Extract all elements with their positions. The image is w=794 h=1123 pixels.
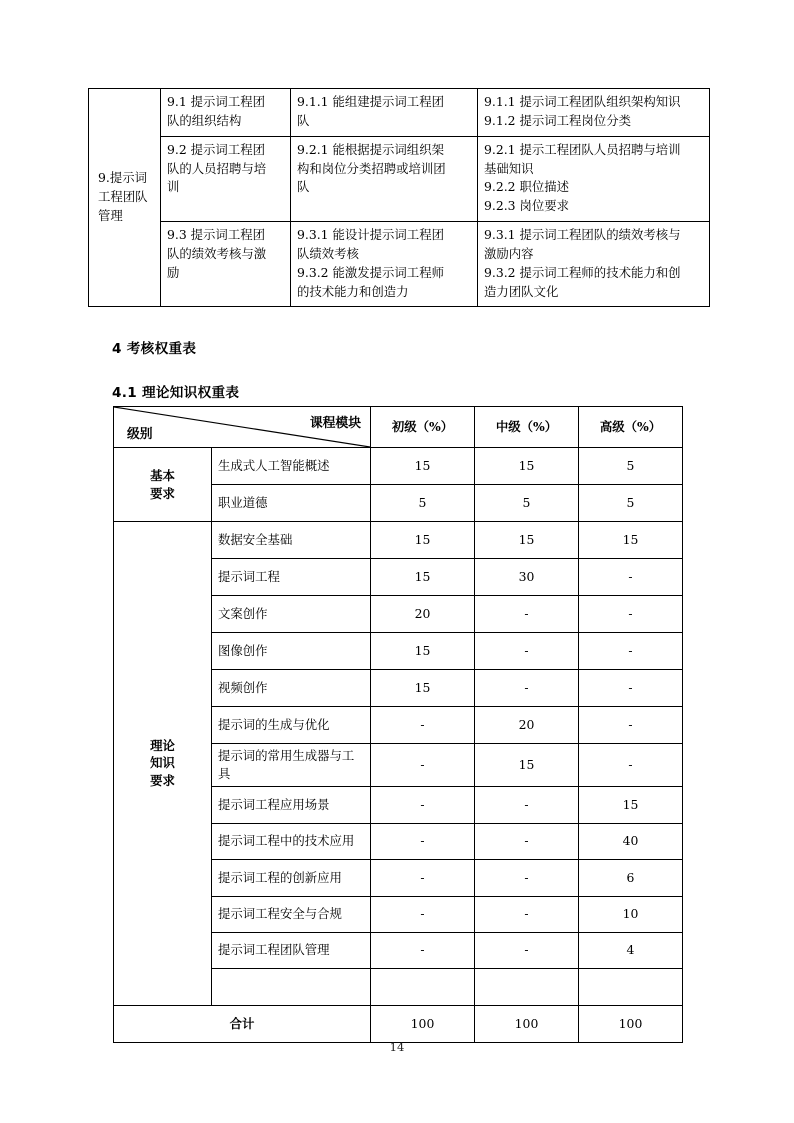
weight-junior: 15 xyxy=(371,522,475,559)
weight-intermediate: 30 xyxy=(475,559,579,596)
group-label-theory: 理论 知识 要求 xyxy=(114,522,212,1006)
theory-weights-table xyxy=(113,406,683,1043)
weight-intermediate: - xyxy=(475,896,579,932)
module-name: 提示词的生成与优化 xyxy=(212,707,371,744)
weight-junior: - xyxy=(371,707,475,744)
competency-cell-skill: 9.1.1 能组建提示词工程团 队 xyxy=(291,89,478,137)
competency-group-label xyxy=(89,89,161,307)
weight-senior xyxy=(579,968,683,1005)
table-row xyxy=(114,522,683,559)
weight-senior: 10 xyxy=(579,896,683,932)
weight-junior: 15 xyxy=(371,448,475,485)
section-heading-4: 4 考核权重表 xyxy=(112,341,197,357)
competency-cell-knowledge: 9.2.1 提示工程团队人员招聘与培训 基础知识 9.2.2 职位描述 9.2.3 岗位要求 xyxy=(478,136,710,221)
table-row xyxy=(89,136,710,221)
weight-senior: 15 xyxy=(579,786,683,823)
weight-intermediate: - xyxy=(475,670,579,707)
weight-junior: 5 xyxy=(371,485,475,522)
module-name: 图像创作 xyxy=(212,633,371,670)
competency-cell-skill: 9.2.1 能根据提示词组织架 构和岗位分类招聘或培训团 队 xyxy=(291,136,478,221)
weight-intermediate: 15 xyxy=(475,448,579,485)
module-name: 提示词工程团队管理 xyxy=(212,932,371,968)
total-intermediate: 100 xyxy=(475,1005,579,1042)
weight-junior: 20 xyxy=(371,596,475,633)
weight-junior: - xyxy=(371,896,475,932)
weight-senior: 4 xyxy=(579,932,683,968)
module-name: 提示词工程应用场景 xyxy=(212,786,371,823)
weight-intermediate: 15 xyxy=(475,744,579,787)
module-name: 提示词工程安全与合规 xyxy=(212,896,371,932)
competency-cell-knowledge: 9.3.1 提示词工程团队的绩效考核与 激励内容 9.3.2 提示词工程师的技术能力和创 造力团队文化 xyxy=(478,222,710,307)
page-number: 14 xyxy=(389,1040,405,1054)
weight-senior: - xyxy=(579,744,683,787)
module-name: 提示词工程 xyxy=(212,559,371,596)
weight-intermediate: - xyxy=(475,786,579,823)
module-name: 职业道德 xyxy=(212,485,371,522)
total-label: 合计 xyxy=(114,1005,371,1042)
header-col-intermediate: 中级（%） xyxy=(475,407,579,448)
table-row xyxy=(89,222,710,307)
module-name: 提示词工程的创新应用 xyxy=(212,859,371,896)
weight-intermediate: 15 xyxy=(475,522,579,559)
module-name: 文案创作 xyxy=(212,596,371,633)
weight-junior: - xyxy=(371,932,475,968)
weight-senior: - xyxy=(579,670,683,707)
module-name: 数据安全基础 xyxy=(212,522,371,559)
weight-junior: - xyxy=(371,786,475,823)
weight-junior: - xyxy=(371,744,475,787)
competency-cell-duty: 9.1 提示词工程团 队的组织结构 xyxy=(161,89,291,137)
header-col-junior: 初级（%） xyxy=(371,407,475,448)
module-name xyxy=(212,968,371,1005)
weight-intermediate: - xyxy=(475,633,579,670)
header-label-level: 级别 xyxy=(127,427,153,443)
total-junior: 100 xyxy=(371,1005,475,1042)
group-label-text: 9.提示词工程团队管理 xyxy=(98,169,148,223)
weight-junior: 15 xyxy=(371,670,475,707)
weight-intermediate: - xyxy=(475,932,579,968)
competency-cell-knowledge: 9.1.1 提示词工程团队组织架构知识 9.1.2 提示词工程岗位分类 xyxy=(478,89,710,137)
diagonal-header-cell xyxy=(114,407,371,448)
table-row xyxy=(89,89,710,137)
module-name: 提示词的常用生成器与工具 xyxy=(212,744,371,787)
weight-senior: 15 xyxy=(579,522,683,559)
weight-junior: 15 xyxy=(371,633,475,670)
header-label-module: 课程模块 xyxy=(309,416,361,431)
module-name: 视频创作 xyxy=(212,670,371,707)
weight-senior: - xyxy=(579,707,683,744)
weight-junior xyxy=(371,968,475,1005)
weight-senior: - xyxy=(579,633,683,670)
weight-senior: 40 xyxy=(579,823,683,859)
competency-cell-duty: 9.2 提示词工程团 队的人员招聘与培 训 xyxy=(161,136,291,221)
weight-junior: 15 xyxy=(371,559,475,596)
weight-senior: - xyxy=(579,596,683,633)
section-heading-4-1: 4.1 理论知识权重表 xyxy=(112,385,240,401)
weight-senior: 6 xyxy=(579,859,683,896)
weight-intermediate xyxy=(475,968,579,1005)
weight-intermediate: - xyxy=(475,823,579,859)
total-senior: 100 xyxy=(579,1005,683,1042)
table-total-row xyxy=(114,1005,683,1042)
weight-intermediate: 20 xyxy=(475,707,579,744)
competency-cell-duty: 9.3 提示词工程团 队的绩效考核与激 励 xyxy=(161,222,291,307)
weight-intermediate: 5 xyxy=(475,485,579,522)
weight-senior: - xyxy=(579,559,683,596)
module-name: 生成式人工智能概述 xyxy=(212,448,371,485)
weight-senior: 5 xyxy=(579,485,683,522)
weight-senior: 5 xyxy=(579,448,683,485)
weight-intermediate: - xyxy=(475,859,579,896)
table-row xyxy=(114,448,683,485)
module-name: 提示词工程中的技术应用 xyxy=(212,823,371,859)
header-col-senior: 高级（%） xyxy=(579,407,683,448)
table-header-row xyxy=(114,407,683,448)
competency-cell-skill: 9.3.1 能设计提示词工程团 队绩效考核 9.3.2 能激发提示词工程师 的技术能力和创造力 xyxy=(291,222,478,307)
weight-junior: - xyxy=(371,823,475,859)
competency-table xyxy=(88,88,710,307)
weight-intermediate: - xyxy=(475,596,579,633)
weight-junior: - xyxy=(371,859,475,896)
group-label-basic: 基本 要求 xyxy=(114,448,212,522)
